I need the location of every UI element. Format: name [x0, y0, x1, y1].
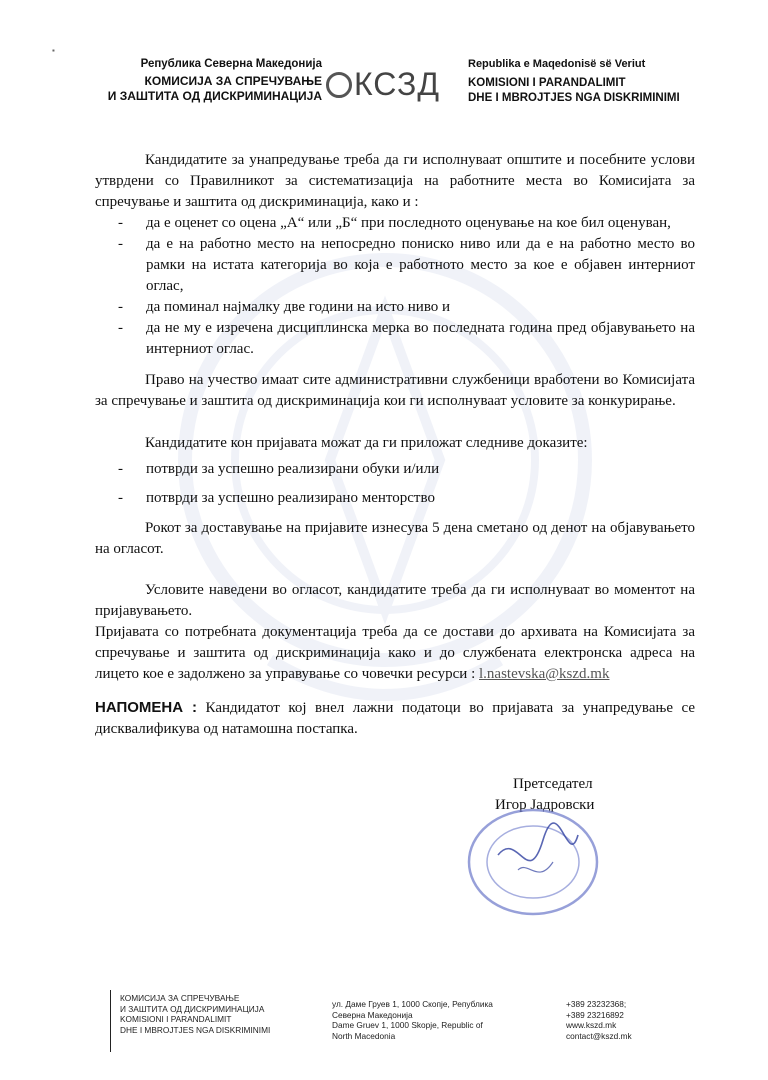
- bullet-text: да не му е изречена дисциплинска мерка во последната година пред објавувањето на интерниот оглас.: [146, 320, 695, 357]
- paragraph-note: [95, 697, 695, 740]
- header-right-commission-1: KOMISIONI I PARANDALIMIT: [468, 77, 626, 89]
- paragraph-conditions-time: Условите наведени во огласот, кандидатите треба да ги исполнуваат во моментот на пријавувањето.: [95, 582, 695, 619]
- submission-text: Пријавата со потребната документација треба да се достави до архивата на Комисијата за спречување и заштита од дискриминација како и до службената електронска адреса на лицето кое е задолжено за управување со човечки ресурси :: [95, 624, 695, 682]
- note-label: НАПОМЕНА :: [95, 699, 198, 716]
- bullet-item: - потврди за успешно реализирани обуки и/или: [118, 459, 695, 480]
- paragraph-eligibility: Право на учество имаат сите административни службеници вработени во Комисијата за спречување и заштита од дискриминација кои ги исполнуваат условите за конкурирање.: [95, 372, 695, 409]
- footer-phone-2: +389 23216892: [566, 1009, 624, 1020]
- bullet-item: - да не му е изречена дисциплинска мерка во последната година пред објавувањето на интерниот оглас.: [118, 318, 695, 360]
- footer-commission: КОМИСИЈА ЗА СПРЕЧУВАЊЕ И ЗАШТИТА ОД ДИСКРИМИНАЦИЈА KOMISIONI I PARANDALIMIT DHE I MBROJTJES NGA DISKRIMINIMI: [120, 993, 271, 1035]
- footer-website-link[interactable]: www.kszd.mk: [566, 1020, 617, 1030]
- note-text: Кандидатот кој внел лажни податоци во пријавата за унапредување се дисквалификува од натамошна постапка.: [95, 700, 695, 737]
- footer-divider: [110, 990, 111, 1052]
- hr-email-link[interactable]: l.nastevska@kszd.mk: [479, 666, 610, 682]
- logo-ring-icon: [326, 72, 352, 98]
- signature-title: Претседател: [513, 776, 593, 792]
- header-left-commission-1: КОМИСИЈА ЗА СПРЕЧУВАЊЕ: [144, 74, 322, 88]
- bullet-text: потврди за успешно реализирани обуки и/или: [146, 461, 440, 477]
- paragraph-submission: [95, 622, 695, 685]
- bullet-item: - потврди за успешно реализирано менторство: [118, 488, 695, 509]
- bullet-text: да е на работно место на непосредно пониско ниво или да е на работно место во рамки на истата категорија во која е работното место за кое е објавен интерниот оглас,: [146, 236, 695, 294]
- scan-mark: ▪: [52, 46, 55, 55]
- footer-email-link[interactable]: contact@kszd.mk: [566, 1030, 632, 1041]
- official-stamp: [458, 800, 608, 920]
- bullet-item: - да поминал најмалку две години на исто ниво и: [118, 297, 695, 318]
- header-left-republic: Република Северна Македонија: [140, 58, 322, 70]
- bullet-text: да поминал најмалку две години на исто ниво и: [146, 299, 451, 315]
- footer-address: ул. Даме Груев 1, 1000 Скопје, Република Северна Македонија Dame Gruev 1, 1000 Skopje, Republic of North Macedonia: [332, 999, 493, 1041]
- bullet-item: - да е на работно место на непосредно пониско ниво или да е на работно место во рамки на истата категорија во која е работното место за кое е објавен интерниот оглас,: [118, 234, 695, 297]
- paragraph-conditions: Кандидатите за унапредување треба да ги исполнуваат општите и посебните услови утврдени со Правилникот за систематизација на работните места во Комисијата за спречување и заштита од дискриминација, како и :: [95, 152, 695, 210]
- footer-contact: [566, 999, 632, 1041]
- bullet-text: потврди за успешно реализирано менторство: [146, 490, 435, 506]
- bullet-item: - да е оценет со оцена „А“ или „Б“ при последното оценување на кое бил оценуван,: [118, 213, 695, 234]
- footer-phone-1: +389 23232368;: [566, 999, 627, 1009]
- signature-name: Игор Јадровски: [495, 797, 595, 813]
- header-right: [468, 58, 708, 106]
- header-left-commission-2: И ЗАШТИТА ОД ДИСКРИМИНАЦИЈА: [107, 89, 322, 103]
- header-right-republic: Republika e Maqedonisë së Veriut: [468, 58, 646, 70]
- logo-text: КСЗД: [354, 66, 441, 102]
- header-right-commission-2: DHE I MBROJTJES NGA DISKRIMINIMI: [468, 92, 680, 104]
- paragraph-deadline: Рокот за доставување на пријавите изнесува 5 дена сметано од денот на објавувањето на огласот.: [95, 520, 695, 557]
- bullet-text: да е оценет со оцена „А“ или „Б“ при последното оценување на кое бил оценуван,: [146, 215, 671, 231]
- header-left: [100, 58, 322, 104]
- kszd-logo: [326, 64, 456, 104]
- paragraph-evidence: Кандидатите кон пријавата можат да ги приложат следниве доказите:: [145, 435, 588, 451]
